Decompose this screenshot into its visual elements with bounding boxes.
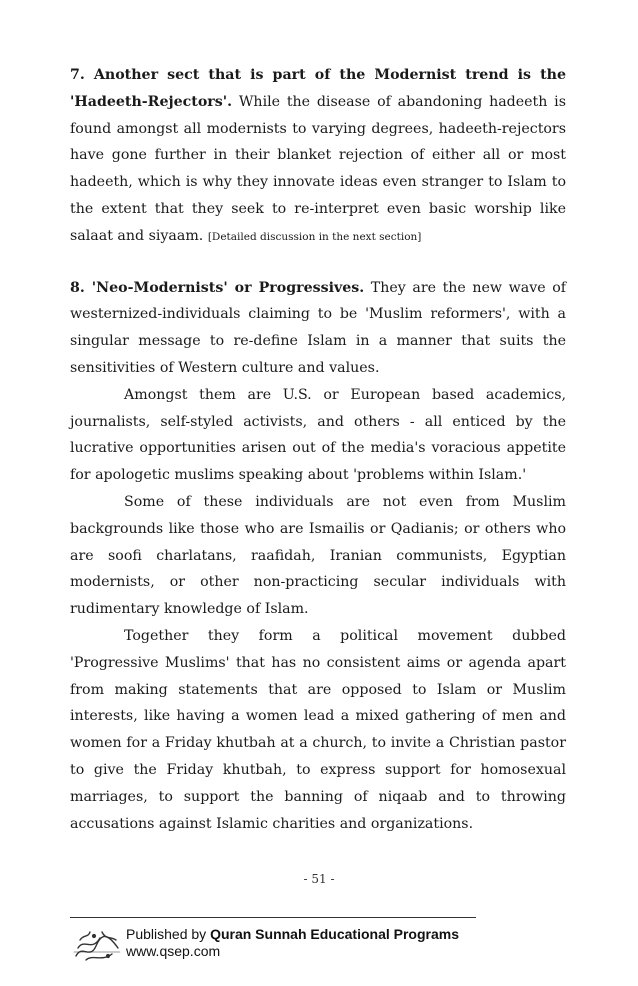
paragraph-text: They are the new wave of westernized-individuals claiming to be 'Muslim reformers', with a singular message to re-define Islam in a manner that suits the sensitivities of Western culture and values. xyxy=(70,279,566,376)
page-number: - 51 - xyxy=(303,872,335,886)
publisher-website: www.qsep.com xyxy=(126,943,221,959)
cross-reference-note: [Detailed discussion in the next section] xyxy=(207,230,422,243)
page-body xyxy=(70,62,566,837)
footer xyxy=(70,924,490,964)
paragraph-together: Together they form a political movement dubbed 'Progressive Muslims' that has no consistent aims or agenda apart from making statements that are opposed to Islam or Muslim interests, like having a women lead a mixed gathering of men and women for a Friday khutbah at a church, to invite a Christian pastor to give the Friday khutbah, to express support for homosexual marriages, to support the banning of niqaab and to throwing accusations against Islamic charities and organizations. xyxy=(70,627,566,832)
publisher-info xyxy=(126,926,459,960)
footer-divider xyxy=(70,917,476,918)
heading-neo-modernists: 8. 'Neo-Modernists' or Progressives. xyxy=(70,279,365,296)
calligraphy-logo-icon xyxy=(72,926,122,964)
publisher-name: Quran Sunnah Educational Programs xyxy=(210,926,459,942)
paragraph-some-individuals: Some of these individuals are not even from Muslim backgrounds like those who are Ismailis or Qadianis; or others who are soofi charlatans, raafidah, Iranian communists, Egyptian modernists, or other non-practicing secular individuals with rudimentary knowledge of Islam. xyxy=(70,493,566,618)
paragraph-text: While the disease of abandoning hadeeth is found amongst all modernists to varying degrees, hadeeth-rejectors have gone further in their blanket rejection of either all or most hadeeth, which is why they innovate ideas even stranger to Islam to the extent that they seek to re-interpret even basic worship like salaat and siyaam. xyxy=(70,93,566,244)
paragraph-amongst-them: Amongst them are U.S. or European based academics, journalists, self-styled activists, and others - all enticed by the lucrative opportunities arisen out of the media's voracious appetite for apologetic muslims speaking about 'problems within Islam.' xyxy=(70,386,566,484)
paragraph-7 xyxy=(70,62,566,251)
paragraph-8 xyxy=(70,275,566,382)
heading-hadeeth-rejectors: 7. Another sect that is part of the Modernist trend is the 'Hadeeth-Rejectors'. xyxy=(70,67,566,110)
published-by-label: Published by xyxy=(126,926,211,942)
